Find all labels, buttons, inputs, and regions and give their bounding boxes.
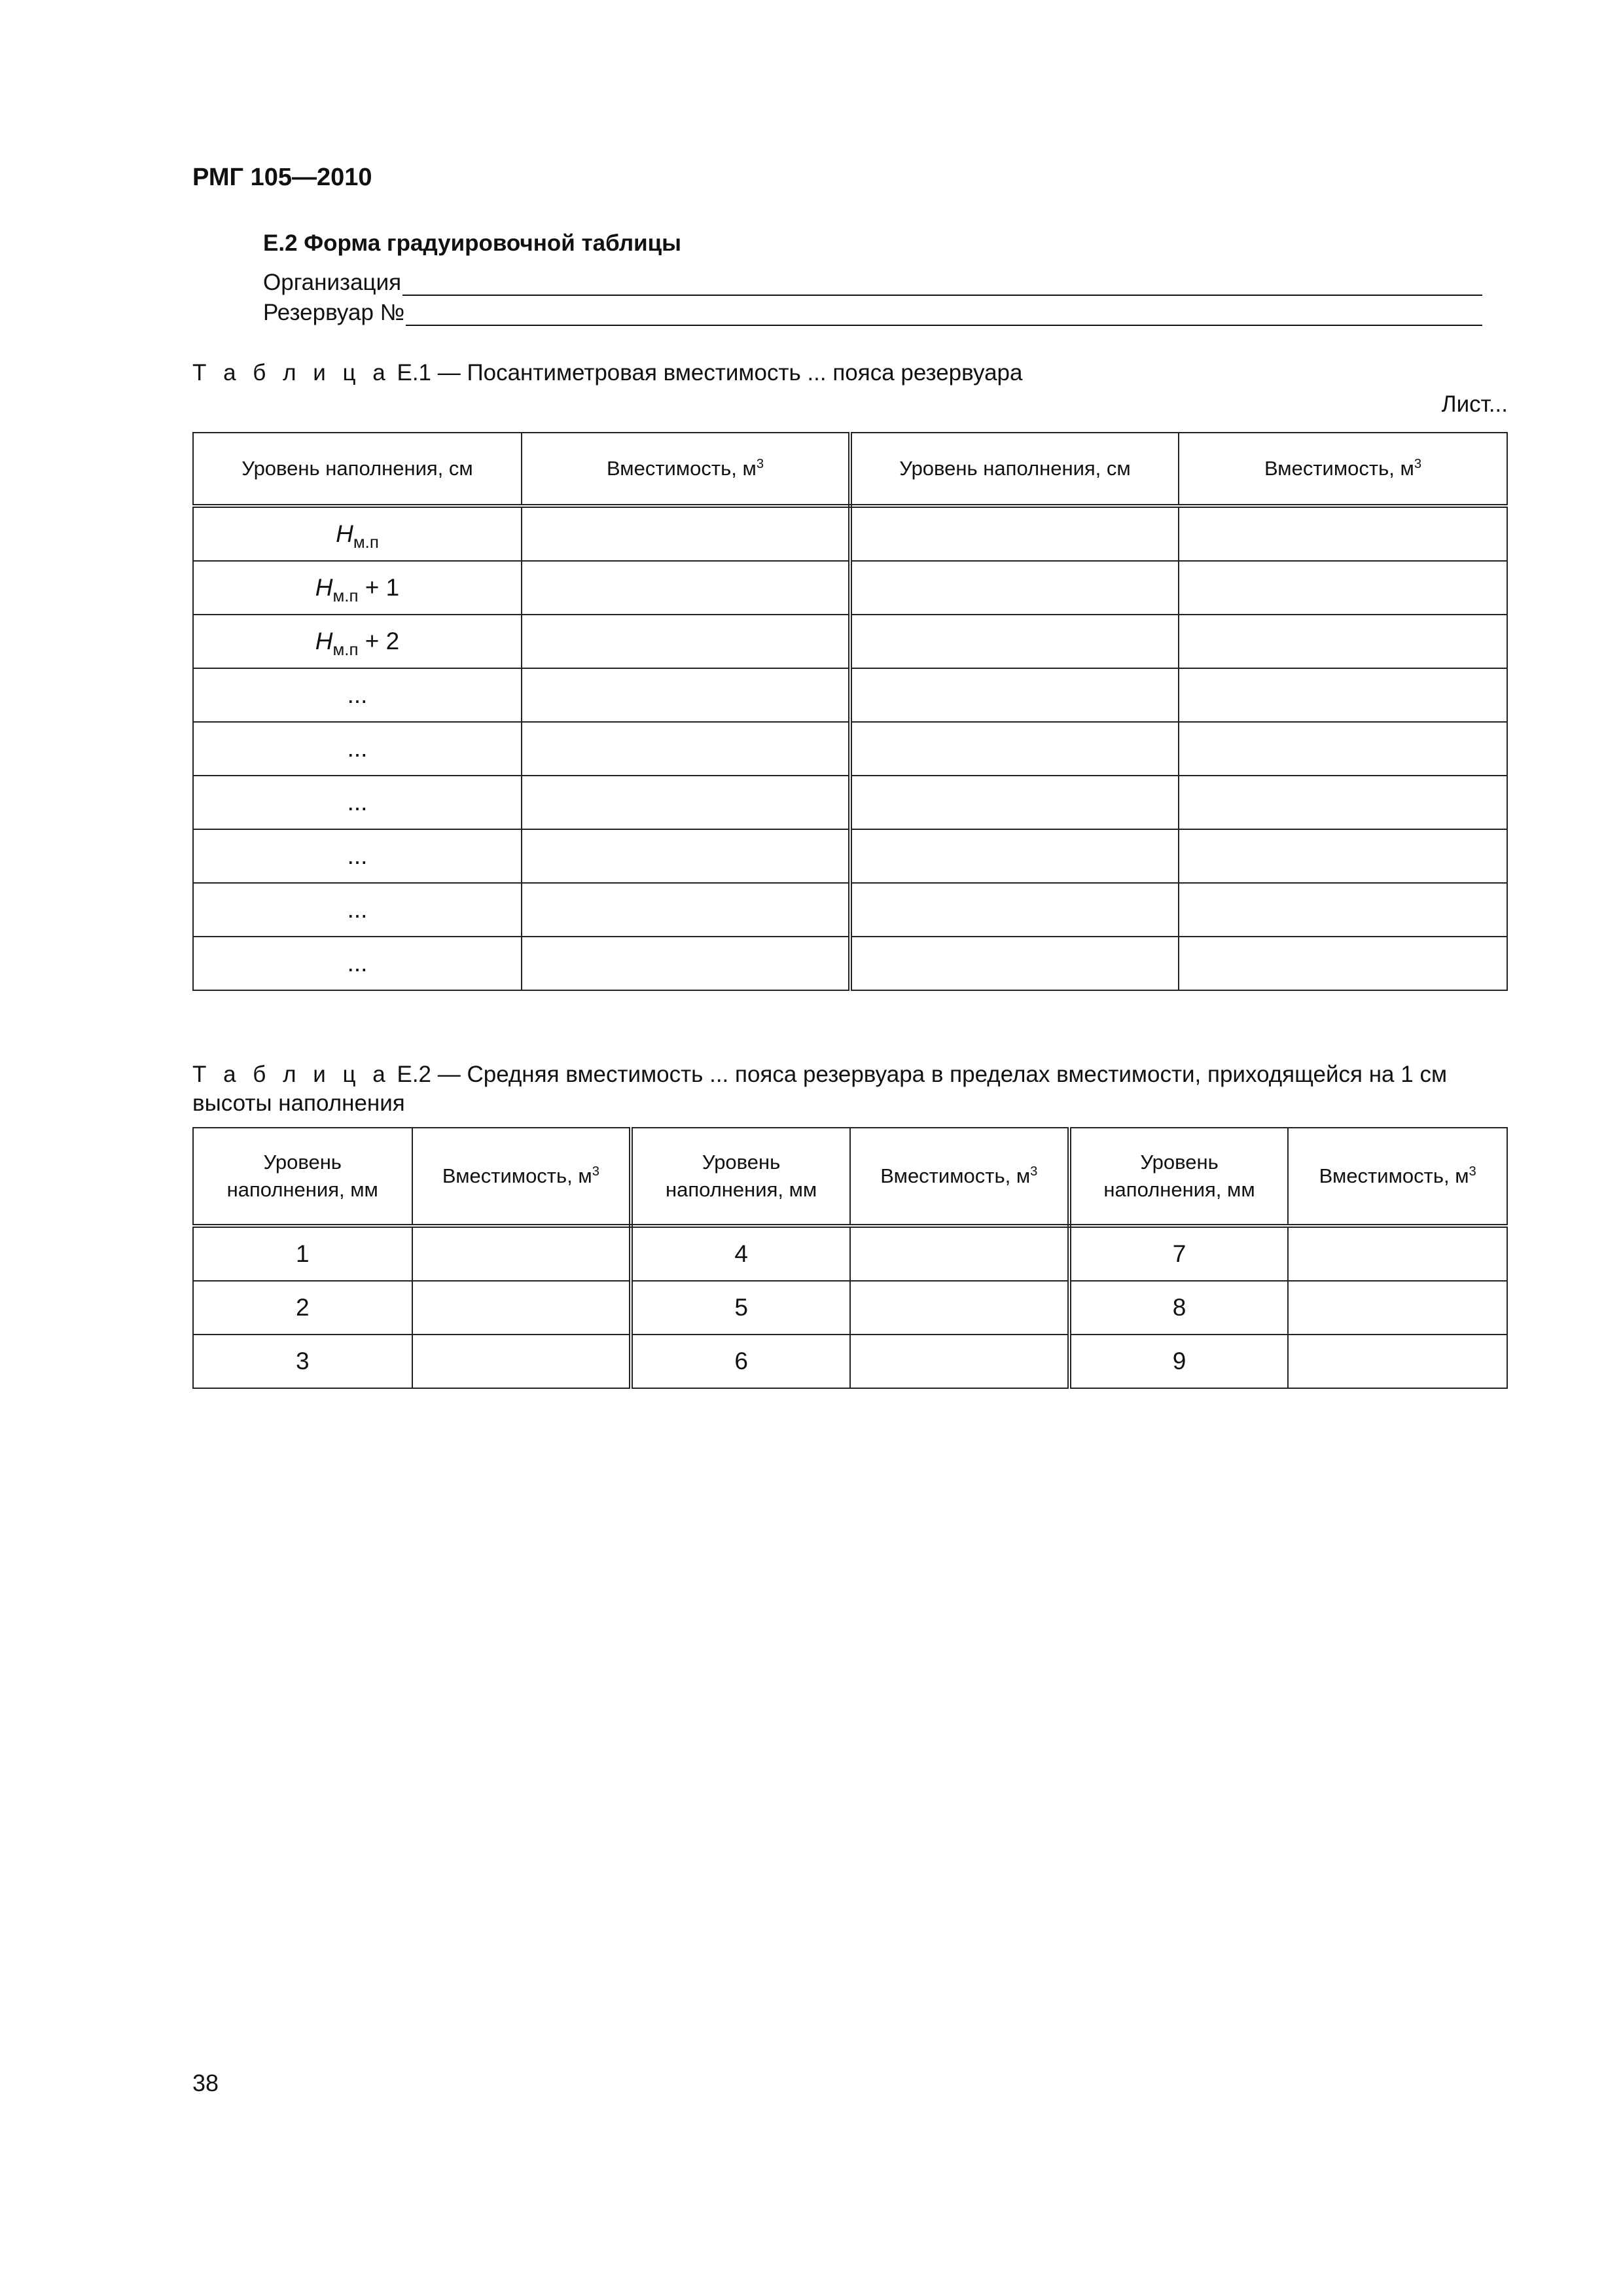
table1-row [193, 722, 1507, 776]
table1-row [193, 561, 1507, 615]
reservoir-label: Резервуар № [263, 300, 405, 325]
table1-header-level: Уровень наполнения, см [850, 433, 1179, 506]
table2-header-level: Уровень наполнения, мм [193, 1128, 412, 1226]
table1-header-row [193, 433, 1507, 506]
table2-row [193, 1335, 1507, 1388]
reservoir-blank-line [406, 302, 1482, 326]
table1-row [193, 883, 1507, 937]
table1-empty-cell [850, 829, 1179, 883]
table1-empty-cell [1179, 829, 1507, 883]
table1-level-cell: ... [193, 722, 522, 776]
table2-empty-cell [1288, 1281, 1507, 1335]
table1-level-cell: ... [193, 776, 522, 829]
table2-header-capacity: Вместимость, $м^3$ [850, 1128, 1069, 1226]
table1-empty-cell [850, 776, 1179, 829]
table1-header-capacity: Вместимость, $м^3$ [522, 433, 850, 506]
table2-caption-text: Е.2 — Средняя вместимость ... пояса резервуара в пределах вместимости, приходящейся на 1 см высоты наполнения [192, 1062, 1447, 1116]
table1-caption-text: Е.1 — Посантиметровая вместимость ... пояса резервуара [397, 360, 1023, 386]
table1-header-level: Уровень наполнения, см [193, 433, 522, 506]
organization-field [263, 270, 1492, 296]
table1-row [193, 776, 1507, 829]
table1-empty-cell [522, 506, 850, 561]
table1-row [193, 506, 1507, 561]
table1-empty-cell [1179, 776, 1507, 829]
table1-empty-cell [850, 615, 1179, 668]
table1-level-cell: ... [193, 829, 522, 883]
table1-row [193, 937, 1507, 990]
table1-empty-cell [850, 668, 1179, 722]
table1-empty-cell [522, 615, 850, 668]
table2-caption-prefix: Т а б л и ц а [192, 1062, 391, 1087]
table1-level-cell: ... [193, 883, 522, 937]
table1-level-cell: $H_{м.п}$ [193, 506, 522, 561]
table1-caption-prefix: Т а б л и ц а [192, 360, 391, 386]
table1-empty-cell [1179, 937, 1507, 990]
organization-blank-line [402, 272, 1482, 296]
table2-level-cell: 4 [631, 1226, 850, 1281]
table1-level-cell: $H_{м.п} + 2$ [193, 615, 522, 668]
table1-header-capacity: Вместимость, $м^3$ [1179, 433, 1507, 506]
section-title: Е.2 Форма градуировочной таблицы [263, 230, 682, 256]
table-e2 [192, 1127, 1508, 1389]
table1-empty-cell [850, 883, 1179, 937]
table1-level-cell: ... [193, 668, 522, 722]
table2-row [193, 1226, 1507, 1281]
table1-empty-cell [522, 722, 850, 776]
table2-level-cell: 2 [193, 1281, 412, 1335]
table1-empty-cell [850, 722, 1179, 776]
table2-empty-cell [412, 1226, 632, 1281]
table2-level-cell: 1 [193, 1226, 412, 1281]
table2-level-cell: 9 [1069, 1335, 1289, 1388]
table2-empty-cell [412, 1335, 632, 1388]
table2-level-cell: 6 [631, 1335, 850, 1388]
table1-level-cell: $H_{м.п} + 1$ [193, 561, 522, 615]
document-code: РМГ 105—2010 [192, 164, 372, 191]
table2-caption [192, 1060, 1508, 1118]
table2-header-level: Уровень наполнения, мм [631, 1128, 850, 1226]
table2-header-capacity: Вместимость, $м^3$ [1288, 1128, 1507, 1226]
sheet-label: Лист... [1441, 391, 1508, 417]
page-number: 38 [192, 2070, 219, 2096]
table-e1 [192, 432, 1508, 991]
table2-empty-cell [850, 1226, 1069, 1281]
table1-empty-cell [1179, 506, 1507, 561]
table1-empty-cell [522, 829, 850, 883]
table1-row [193, 668, 1507, 722]
table1-empty-cell [522, 561, 850, 615]
table1-empty-cell [522, 668, 850, 722]
table1-empty-cell [850, 937, 1179, 990]
table2-empty-cell [1288, 1335, 1507, 1388]
table1-level-cell: ... [193, 937, 522, 990]
table1-empty-cell [850, 506, 1179, 561]
table2-level-cell: 5 [631, 1281, 850, 1335]
table1-row [193, 829, 1507, 883]
table1-caption [192, 359, 1022, 387]
table2-empty-cell [1288, 1226, 1507, 1281]
table2-row [193, 1281, 1507, 1335]
table1-empty-cell [522, 883, 850, 937]
table1-empty-cell [850, 561, 1179, 615]
table1-empty-cell [1179, 883, 1507, 937]
organization-label: Организация [263, 270, 402, 295]
table1-empty-cell [522, 776, 850, 829]
table1-empty-cell [1179, 561, 1507, 615]
table2-empty-cell [850, 1335, 1069, 1388]
table2-level-cell: 7 [1069, 1226, 1289, 1281]
table2-empty-cell [412, 1281, 632, 1335]
table2-empty-cell [850, 1281, 1069, 1335]
table1-empty-cell [1179, 722, 1507, 776]
table2-header-capacity: Вместимость, $м^3$ [412, 1128, 632, 1226]
table2-level-cell: 8 [1069, 1281, 1289, 1335]
table1-row [193, 615, 1507, 668]
table2-header-level: Уровень наполнения, мм [1069, 1128, 1289, 1226]
table1-empty-cell [1179, 668, 1507, 722]
reservoir-field [263, 300, 1497, 326]
table1-empty-cell [1179, 615, 1507, 668]
table2-header-row [193, 1128, 1507, 1226]
table2-level-cell: 3 [193, 1335, 412, 1388]
table1-empty-cell [522, 937, 850, 990]
